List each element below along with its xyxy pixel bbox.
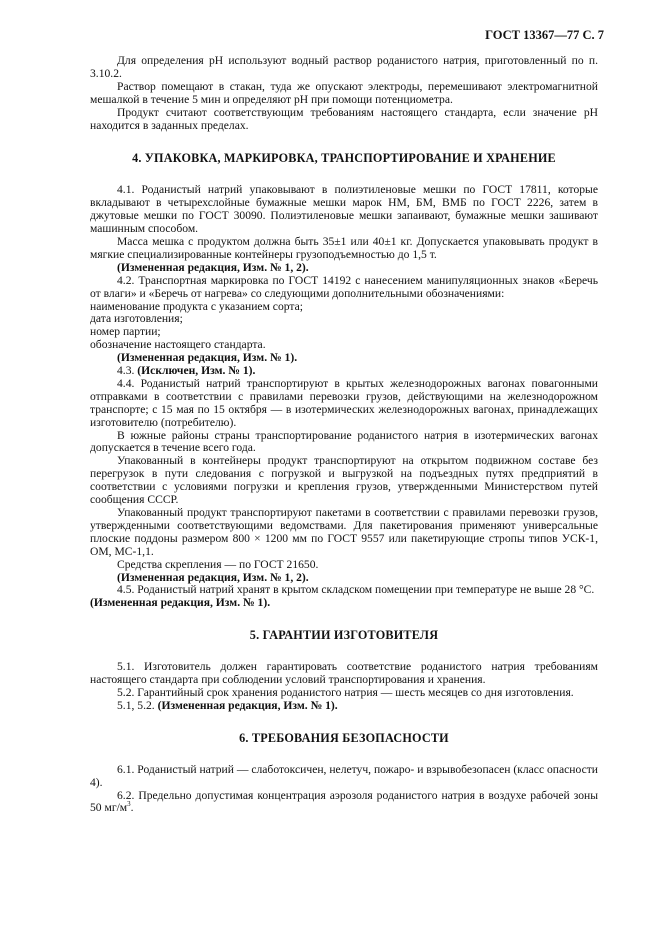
paragraph: Средства скрепления — по ГОСТ 21650.: [117, 557, 319, 571]
clause-4-5: 4.5. Роданистый натрий хранят в крытом складском помещении при температуре не выше 28 °С.: [117, 583, 595, 597]
section-heading-4: 4. УПАКОВКА, МАРКИРОВКА, ТРАНСПОРТИРОВАНИЕ И ХРАНЕНИЕ: [132, 151, 556, 166]
edition-note: (Измененная редакция, Изм. № 1, 2).: [117, 570, 309, 584]
paragraph: Масса мешка с продуктом должна быть 35±1 или 40±1 кг. Допускается упаковывать продукт в мягкие специализированные контейнеры грузоподъемностью до 1,5 т.: [90, 234, 598, 261]
list-item: обозначение настоящего стандарта.: [90, 338, 266, 352]
period: .: [130, 801, 134, 815]
clause-4-1: 4.1. Роданистый натрий упаковывают в полиэтиленовые мешки по ГОСТ 17811, которые вкладывают в четырехслойные бумажные мешки марок НМ, БМ, ВМБ по ГОСТ 2226, затем в джутовые мешки по ГОСТ 30090. Полиэтиленовые мешки запаивают, бумажные мешки зашивают машинным способом.: [90, 183, 598, 236]
list-item: номер партии;: [90, 325, 161, 339]
superscript: 3: [127, 800, 131, 809]
section-heading-6: 6. ТРЕБОВАНИЯ БЕЗОПАСНОСТИ: [239, 730, 449, 745]
excluded-note: (Исключен, Изм. № 1).: [137, 364, 256, 378]
paragraph: Продукт считают соответствующим требованиям настоящего стандарта, если значение pH находится в заданных пределах.: [90, 105, 598, 132]
paragraph: Для определения pH используют водный раствор роданистого натрия, приготовленный по п. 3.10.2.: [90, 54, 598, 80]
page-header: ГОСТ 13367—77 С. 7: [485, 28, 604, 42]
paragraph: Упакованный в контейнеры продукт транспортируют на открытом подвижном составе без перегрузок в пути следования с погрузкой и выгрузкой на подъездных путях предприятий в соответствии с условиями погрузки и крепления грузов, утвержденными Министерством путей сообщения СССР.: [90, 454, 598, 507]
edition-note: (Измененная редакция, Изм. № 1, 2).: [117, 260, 309, 274]
clause-5-1: 5.1. Изготовитель должен гарантировать соответствие роданистого натрия требованиям настоящего стандарта при соблюдении условий транспортирования и хранения.: [90, 660, 598, 687]
edition-note: (Измененная редакция, Изм. № 1).: [157, 698, 338, 712]
clause-4-2: 4.2. Транспортная маркировка по ГОСТ 14192 с нанесением манипуляционных знаков «Беречь от влаги» и «Беречь от нагрева» со следующими дополнительными обозначениями:: [90, 273, 598, 300]
section-heading-5: 5. ГАРАНТИИ ИЗГОТОВИТЕЛЯ: [249, 628, 439, 643]
edition-note: (Измененная редакция, Изм. № 1).: [117, 351, 298, 365]
clause-5-2: 5.2. Гарантийный срок хранения роданистого натрия — шесть месяцев со дня изготовления.: [117, 685, 574, 699]
paragraph: Упакованный продукт транспортируют пакетами в соответствии с правилами перевозки грузов, утвержденными соответствующими ведомствами. Для пакетирования применяют универсальные плоские поддоны размером 800 × 1200 мм по ГОСТ 9557 или пакетирующие стропы типов УСК-1, ОМ, МС-1,1.: [90, 506, 598, 558]
edition-note-line: [90, 700, 598, 713]
clause-4-4: 4.4. Роданистый натрий транспортируют в крытых железнодорожных вагонах повагонными отправками в соответствии с правилами перевозки грузов, действующими на железнодорожном транспорте; с 15 мая по 15 октября — в изотермических железнодорожных вагонах, принадлежащих изготовителю (потребителю).: [90, 376, 598, 429]
list-item: наименование продукта с указанием сорта;: [90, 299, 303, 313]
paragraph: В южные районы страны транспортирование роданистого натрия в изотермических вагонах допускается в течение всего года.: [90, 428, 598, 455]
clause-4-3: [90, 365, 598, 378]
clause-number: 4.3.: [117, 364, 135, 378]
clause-6-1: 6.1. Роданистый натрий — слаботоксичен, нелетуч, пожаро- и взрывобезопасен (класс опасности 4).: [90, 762, 598, 789]
clause-6-2: [90, 790, 598, 816]
edition-note: (Измененная редакция, Изм. № 1).: [90, 596, 271, 610]
clause-6-2-text: 6.2. Предельно допустимая концентрация аэрозоля роданистого натрия в воздухе рабочей зоны 50 мг/м: [90, 788, 598, 815]
document-body: [90, 55, 598, 815]
list-item: дата изготовления;: [90, 312, 183, 326]
clause-number: 5.1, 5.2.: [117, 698, 155, 712]
paragraph: Раствор помещают в стакан, туда же опускают электроды, перемешивают электромагнитной мешалкой в течение 5 мин и определяют pH при помощи потенциометра.: [90, 79, 598, 106]
